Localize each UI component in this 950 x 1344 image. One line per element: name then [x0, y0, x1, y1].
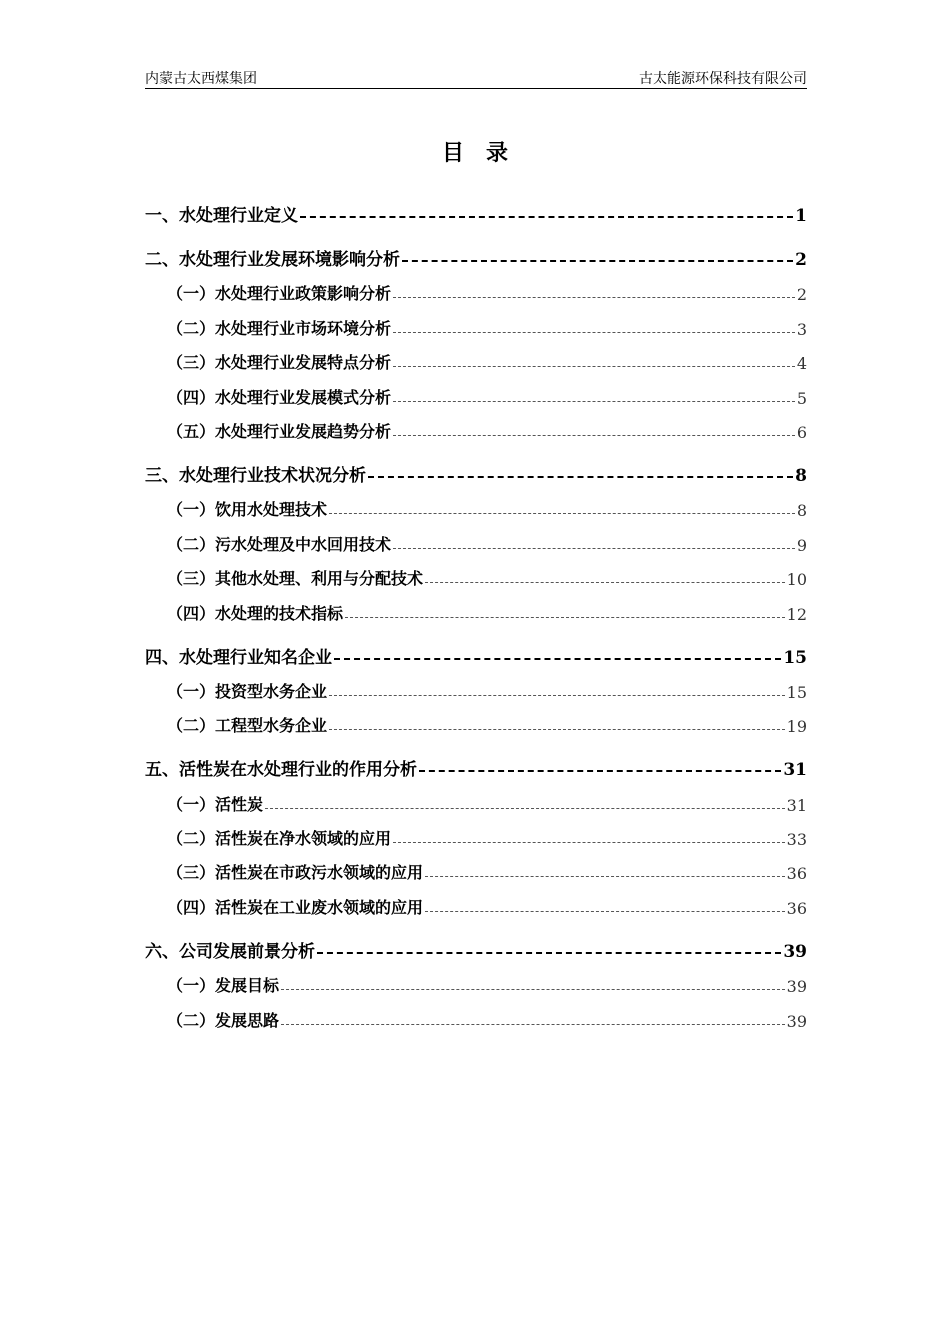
header-right-text: 古太能源环保科技有限公司 [639, 71, 807, 87]
toc-chapter-entry[interactable] [145, 192, 807, 226]
toc-section-entry[interactable] [145, 339, 807, 373]
toc-entry-label: （三）其他水处理、利用与分配技术 [167, 569, 424, 589]
toc-entry-page-number: 10 [786, 570, 807, 590]
toc-section-entry[interactable] [145, 373, 807, 407]
toc-leader-dashes [393, 548, 795, 549]
toc-section-entry[interactable] [145, 520, 807, 554]
toc-title: 目录 [441, 140, 530, 166]
toc-entry-page-number: 6 [796, 422, 807, 442]
toc-entry-page-number: 2 [796, 285, 807, 305]
toc-entry-page-number: 33 [786, 830, 807, 850]
toc-section-entry[interactable] [145, 962, 807, 996]
toc-entry-page-number: 9 [796, 535, 807, 555]
toc-section-entry[interactable] [145, 668, 807, 702]
toc-entry-label: （四）活性炭在工业废水领域的应用 [167, 897, 424, 917]
toc-leader-dashes [281, 989, 785, 990]
toc-chapter-entry[interactable] [145, 236, 807, 270]
toc-section-entry[interactable] [145, 883, 807, 917]
toc-leader-dashes [334, 658, 781, 660]
toc-leader-dashes [419, 770, 781, 772]
toc-section-entry[interactable] [145, 780, 807, 814]
toc-leader-dashes [393, 366, 795, 367]
toc-entry-label: （二）工程型水务企业 [167, 716, 328, 736]
toc-entry-page-number: 36 [786, 898, 807, 918]
toc-leader-dashes [300, 216, 793, 218]
toc-entry-page-number: 1 [795, 206, 807, 226]
toc-entry-page-number: 19 [786, 717, 807, 737]
toc-leader-dashes [402, 260, 793, 262]
toc-leader-dashes [345, 617, 785, 618]
toc-entry-label: 一、水处理行业定义 [145, 206, 298, 226]
toc-entry-label: 六、公司发展前景分析 [145, 941, 315, 962]
toc-entry-label: （一）发展目标 [167, 976, 280, 996]
toc-entry-label: （二）水处理行业市场环境分析 [167, 318, 392, 338]
toc-section-entry[interactable] [145, 555, 807, 589]
toc-entry-page-number: 8 [796, 501, 807, 521]
toc-chapter-entry[interactable] [145, 928, 807, 962]
toc-entry-label: （三）活性炭在市政污水领域的应用 [167, 863, 424, 883]
toc-leader-dashes [329, 513, 795, 514]
toc-entry-page-number: 39 [783, 941, 807, 962]
toc-entry-label: （四）水处理的技术指标 [167, 603, 344, 623]
toc-entry-label: （三）水处理行业发展特点分析 [167, 353, 392, 373]
page-header [145, 66, 807, 89]
toc-entry-page-number: 15 [786, 682, 807, 702]
toc-entry-label: （一）饮用水处理技术 [167, 500, 328, 520]
toc-section-entry[interactable] [145, 815, 807, 849]
toc-leader-dashes [317, 952, 781, 954]
toc-entry-page-number: 4 [796, 354, 807, 374]
toc-entry-page-number: 12 [786, 604, 807, 624]
toc-chapter-entry[interactable] [145, 634, 807, 668]
toc-leader-dashes [393, 842, 785, 843]
toc-entry-page-number: 3 [796, 319, 807, 339]
toc-entry-page-number: 8 [795, 465, 807, 486]
toc-section-entry[interactable] [145, 270, 807, 304]
toc-entry-page-number: 39 [786, 1011, 807, 1031]
toc-entry-page-number: 31 [783, 760, 807, 781]
toc-section-entry[interactable] [145, 486, 807, 520]
toc-entry-page-number: 39 [786, 977, 807, 997]
toc-leader-dashes [425, 876, 785, 877]
toc-leader-dashes [393, 297, 795, 298]
toc-leader-dashes [393, 332, 795, 333]
toc-entry-label: （五）水处理行业发展趋势分析 [167, 421, 392, 441]
toc-entry-label: （四）水处理行业发展模式分析 [167, 387, 392, 407]
toc-leader-dashes [368, 476, 793, 478]
toc-entry-label: （一）投资型水务企业 [167, 681, 328, 701]
toc-entry-page-number: 2 [795, 250, 807, 270]
toc-entry-page-number: 5 [796, 388, 807, 408]
toc-leader-dashes [329, 695, 785, 696]
toc-leader-dashes [393, 435, 795, 436]
toc-entry-page-number: 36 [786, 864, 807, 884]
toc-entry-label: （二）活性炭在净水领域的应用 [167, 829, 392, 849]
toc-chapter-entry[interactable] [145, 746, 807, 780]
toc-leader-dashes [265, 808, 785, 809]
toc-section-entry[interactable] [145, 408, 807, 442]
toc-entry-label: 五、活性炭在水处理行业的作用分析 [145, 760, 417, 781]
toc-section-entry[interactable] [145, 849, 807, 883]
toc-entry-label: 三、水处理行业技术状况分析 [145, 465, 366, 486]
toc-entry-page-number: 15 [783, 647, 807, 668]
toc-chapter-entry[interactable] [145, 452, 807, 486]
toc-entry-label: （二）发展思路 [167, 1010, 280, 1030]
toc-section-entry[interactable] [145, 304, 807, 338]
table-of-contents [145, 192, 807, 1031]
toc-section-entry[interactable] [145, 702, 807, 736]
toc-leader-dashes [425, 911, 785, 912]
toc-entry-label: 四、水处理行业知名企业 [145, 647, 332, 668]
toc-section-entry[interactable] [145, 589, 807, 623]
toc-entry-page-number: 31 [786, 795, 807, 815]
header-left-text: 内蒙古太西煤集团 [145, 71, 257, 87]
toc-entry-label: （二）污水处理及中水回用技术 [167, 534, 392, 554]
toc-entry-label: （一）水处理行业政策影响分析 [167, 284, 392, 304]
toc-leader-dashes [425, 582, 785, 583]
toc-leader-dashes [329, 729, 785, 730]
toc-entry-label: （一）活性炭 [167, 794, 264, 814]
toc-section-entry[interactable] [145, 996, 807, 1030]
toc-leader-dashes [281, 1024, 785, 1025]
toc-entry-label: 二、水处理行业发展环境影响分析 [145, 250, 400, 270]
toc-leader-dashes [393, 401, 795, 402]
